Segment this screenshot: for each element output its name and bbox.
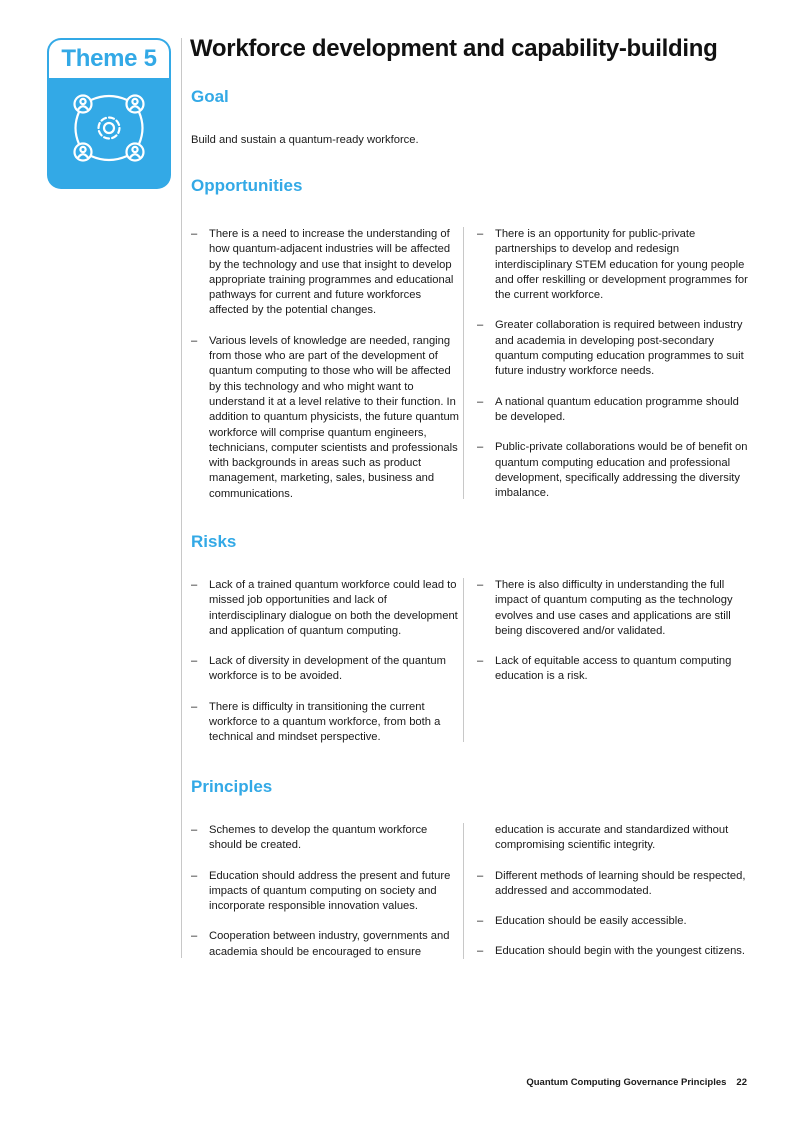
vertical-divider bbox=[181, 38, 182, 958]
footer-doc-title: Quantum Computing Governance Principles bbox=[526, 1077, 727, 1088]
list-item: – There is a need to increase the understanding of how quantum-adjacent industries will be affected by the technology and use that insight to develop appropriate training programmes and educational pathways for current and future workforces affected by the potential changes. bbox=[191, 228, 454, 317]
list-item: – Various levels of knowledge are needed, ranging from those who are part of the development of quantum computing to those who will be affected by this technology and who might want to understand it at a level relative to their function. In addition to quantum physicists, the future quantum workforce will comprise quantum engineers, technicians, computer scientists and professionals with backgrounds in areas such as product management, marketing, sales, business and communications. bbox=[191, 334, 460, 500]
goal-text: Build and sustain a quantum-ready workforce. bbox=[191, 134, 419, 146]
list-item: – Cooperation between industry, governments and academia should be encouraged to ensure bbox=[191, 930, 450, 958]
principles-right-column bbox=[477, 823, 757, 960]
principles-left-column bbox=[191, 823, 464, 959]
opportunities-heading: Opportunities bbox=[191, 176, 303, 195]
theme-badge-header bbox=[49, 40, 169, 78]
theme-badge bbox=[47, 38, 171, 189]
list-item: – Education should address the present and future impacts of quantum computing on society and incorporate responsible innovation values. bbox=[191, 869, 451, 913]
list-item-continuation: education is accurate and standardized without compromising scientific integrity. bbox=[495, 824, 729, 852]
page-footer bbox=[526, 1077, 747, 1088]
goal-heading: Goal bbox=[191, 87, 229, 106]
list-item: – A national quantum education programme should be developed. bbox=[477, 395, 739, 423]
list-item: – Schemes to develop the quantum workforce should be created. bbox=[191, 824, 428, 852]
list-item: – Lack of a trained quantum workforce could lead to missed job opportunities and lack of interdisciplinary dialogue on both the development and application of quantum computing. bbox=[191, 579, 458, 637]
risks-right-column bbox=[477, 578, 749, 685]
opportunities-right-column bbox=[477, 227, 749, 501]
list-item: – Greater collaboration is required between industry and academia in developing post-secondary quantum computing education programmes to suit future industry workforce needs. bbox=[477, 319, 744, 378]
risks-heading: Risks bbox=[191, 532, 237, 551]
risks-left-column bbox=[191, 578, 464, 742]
opportunities-left-column bbox=[191, 227, 464, 499]
list-item: – Lack of diversity in development of the quantum workforce is to be avoided. bbox=[191, 655, 446, 683]
list-item: – Lack of equitable access to quantum computing education is a risk. bbox=[477, 655, 732, 683]
list-item: – There is also difficulty in understanding the full impact of quantum computing as the technology evolves and use cases and applications are still being discovered and/or validated. bbox=[477, 579, 733, 637]
list-item: – Public-private collaborations would be of benefit on quantum computing education and professional development, specifically addressing the diversity imbalance. bbox=[477, 441, 748, 500]
list-item: – There is difficulty in transitioning the current workforce to a quantum workforce, from both a technical and mindset perspective. bbox=[191, 700, 441, 744]
principles-heading: Principles bbox=[191, 777, 273, 796]
list-item: – Education should begin with the youngest citizens. bbox=[477, 945, 746, 958]
theme-label: Theme 5 bbox=[61, 45, 157, 72]
page-number: 22 bbox=[736, 1077, 747, 1088]
page-title: Workforce development and capability-building bbox=[190, 35, 718, 62]
list-item: – There is an opportunity for public-private partnerships to develop and redesign interdisciplinary STEM education for young people and offer reskilling or development programmes for the current workforce. bbox=[477, 228, 748, 302]
people-network-gear-icon bbox=[69, 88, 149, 168]
list-item: – Different methods of learning should be respected, addressed and accommodated. bbox=[477, 869, 746, 897]
list-item: – Education should be easily accessible. bbox=[477, 915, 687, 928]
